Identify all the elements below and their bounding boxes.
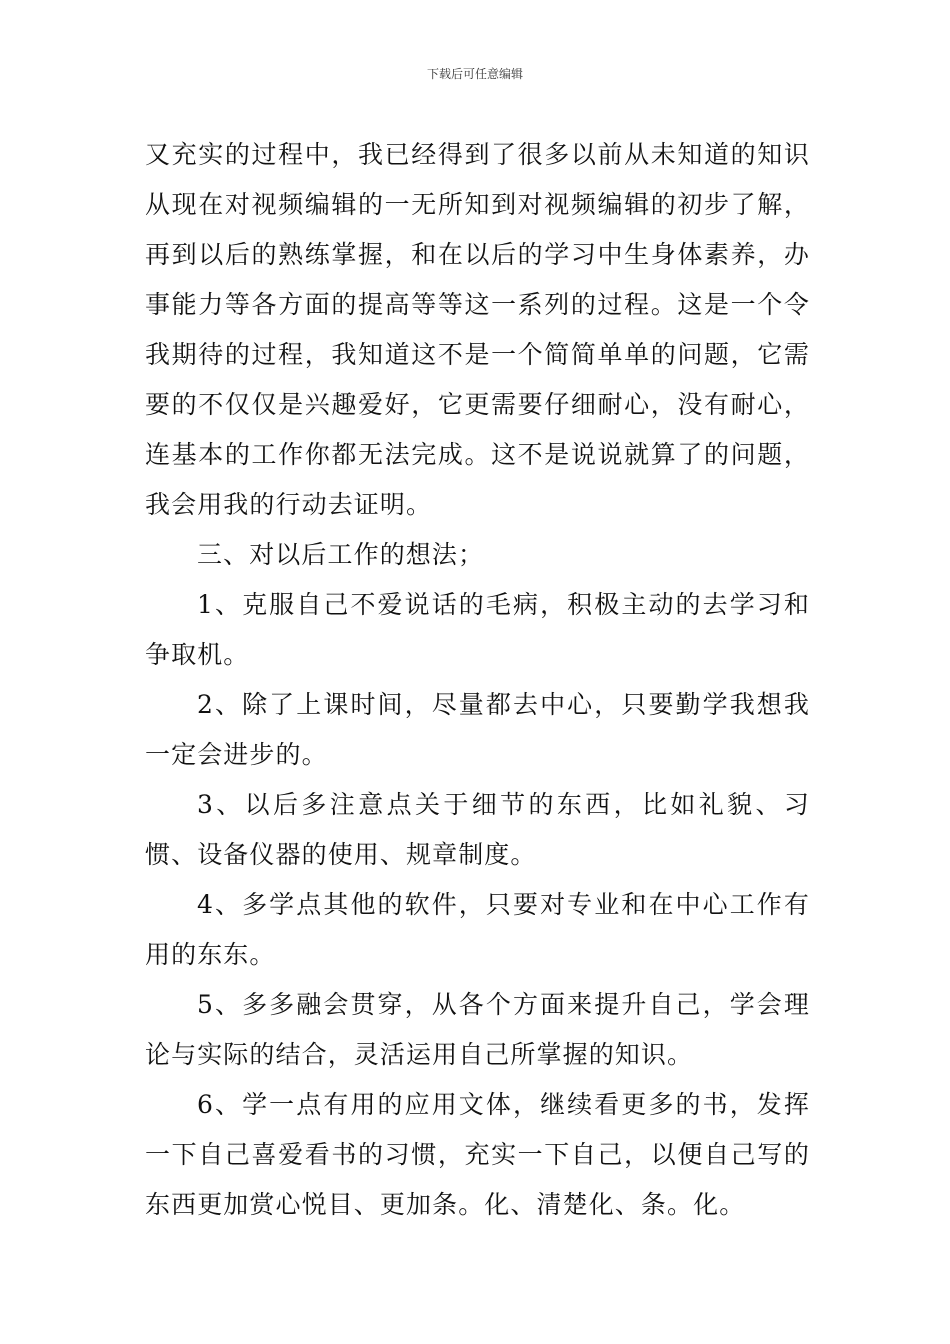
paragraph-continuation: 又充实的过程中，我已经得到了很多以前从未知道的知识从现在对视频编辑的一无所知到对视频编辑的初步了解，再到以后的熟练掌握，和在以后的学习中生身体素养，办事能力等各方面的提高等等这一系列的过程。这是一个令我期待的过程，我知道这不是一个简简单单的问题，它需要的不仅仅是兴趣爱好，它更需要仔细耐心，没有耐心，连基本的工作你都无法完成。这不是说说就算了的问题，我会用我的行动去证明。 — [145, 140, 810, 519]
list-item-4: 4、多学点其他的软件，只要对专业和在中心工作有用的东东。 — [145, 890, 810, 969]
list-item-2: 2、除了上课时间，尽量都去中心，只要勤学我想我一定会进步的。 — [145, 690, 810, 769]
list-item-1: 1、克服自己不爱说话的毛病，积极主动的去学习和争取机。 — [145, 590, 810, 669]
list-item-3: 3、以后多注意点关于细节的东西，比如礼貌、习惯、设备仪器的使用、规章制度。 — [145, 790, 810, 869]
list-item-5: 5、多多融会贯穿，从各个方面来提升自己，学会理论与实际的结合，灵活运用自己所掌握的知识。 — [145, 990, 810, 1069]
page-header: 下载后可任意编辑 — [426, 67, 523, 81]
list-item-6: 6、学一点有用的应用文体，继续看更多的书，发挥一下自己喜爱看书的习惯，充实一下自己，以便自己写的东西更加赏心悦目、更加条。化、清楚化、条。化。 — [145, 1090, 810, 1219]
section-heading: 三、对以后工作的想法； — [197, 540, 485, 569]
document-body — [145, 130, 810, 1230]
